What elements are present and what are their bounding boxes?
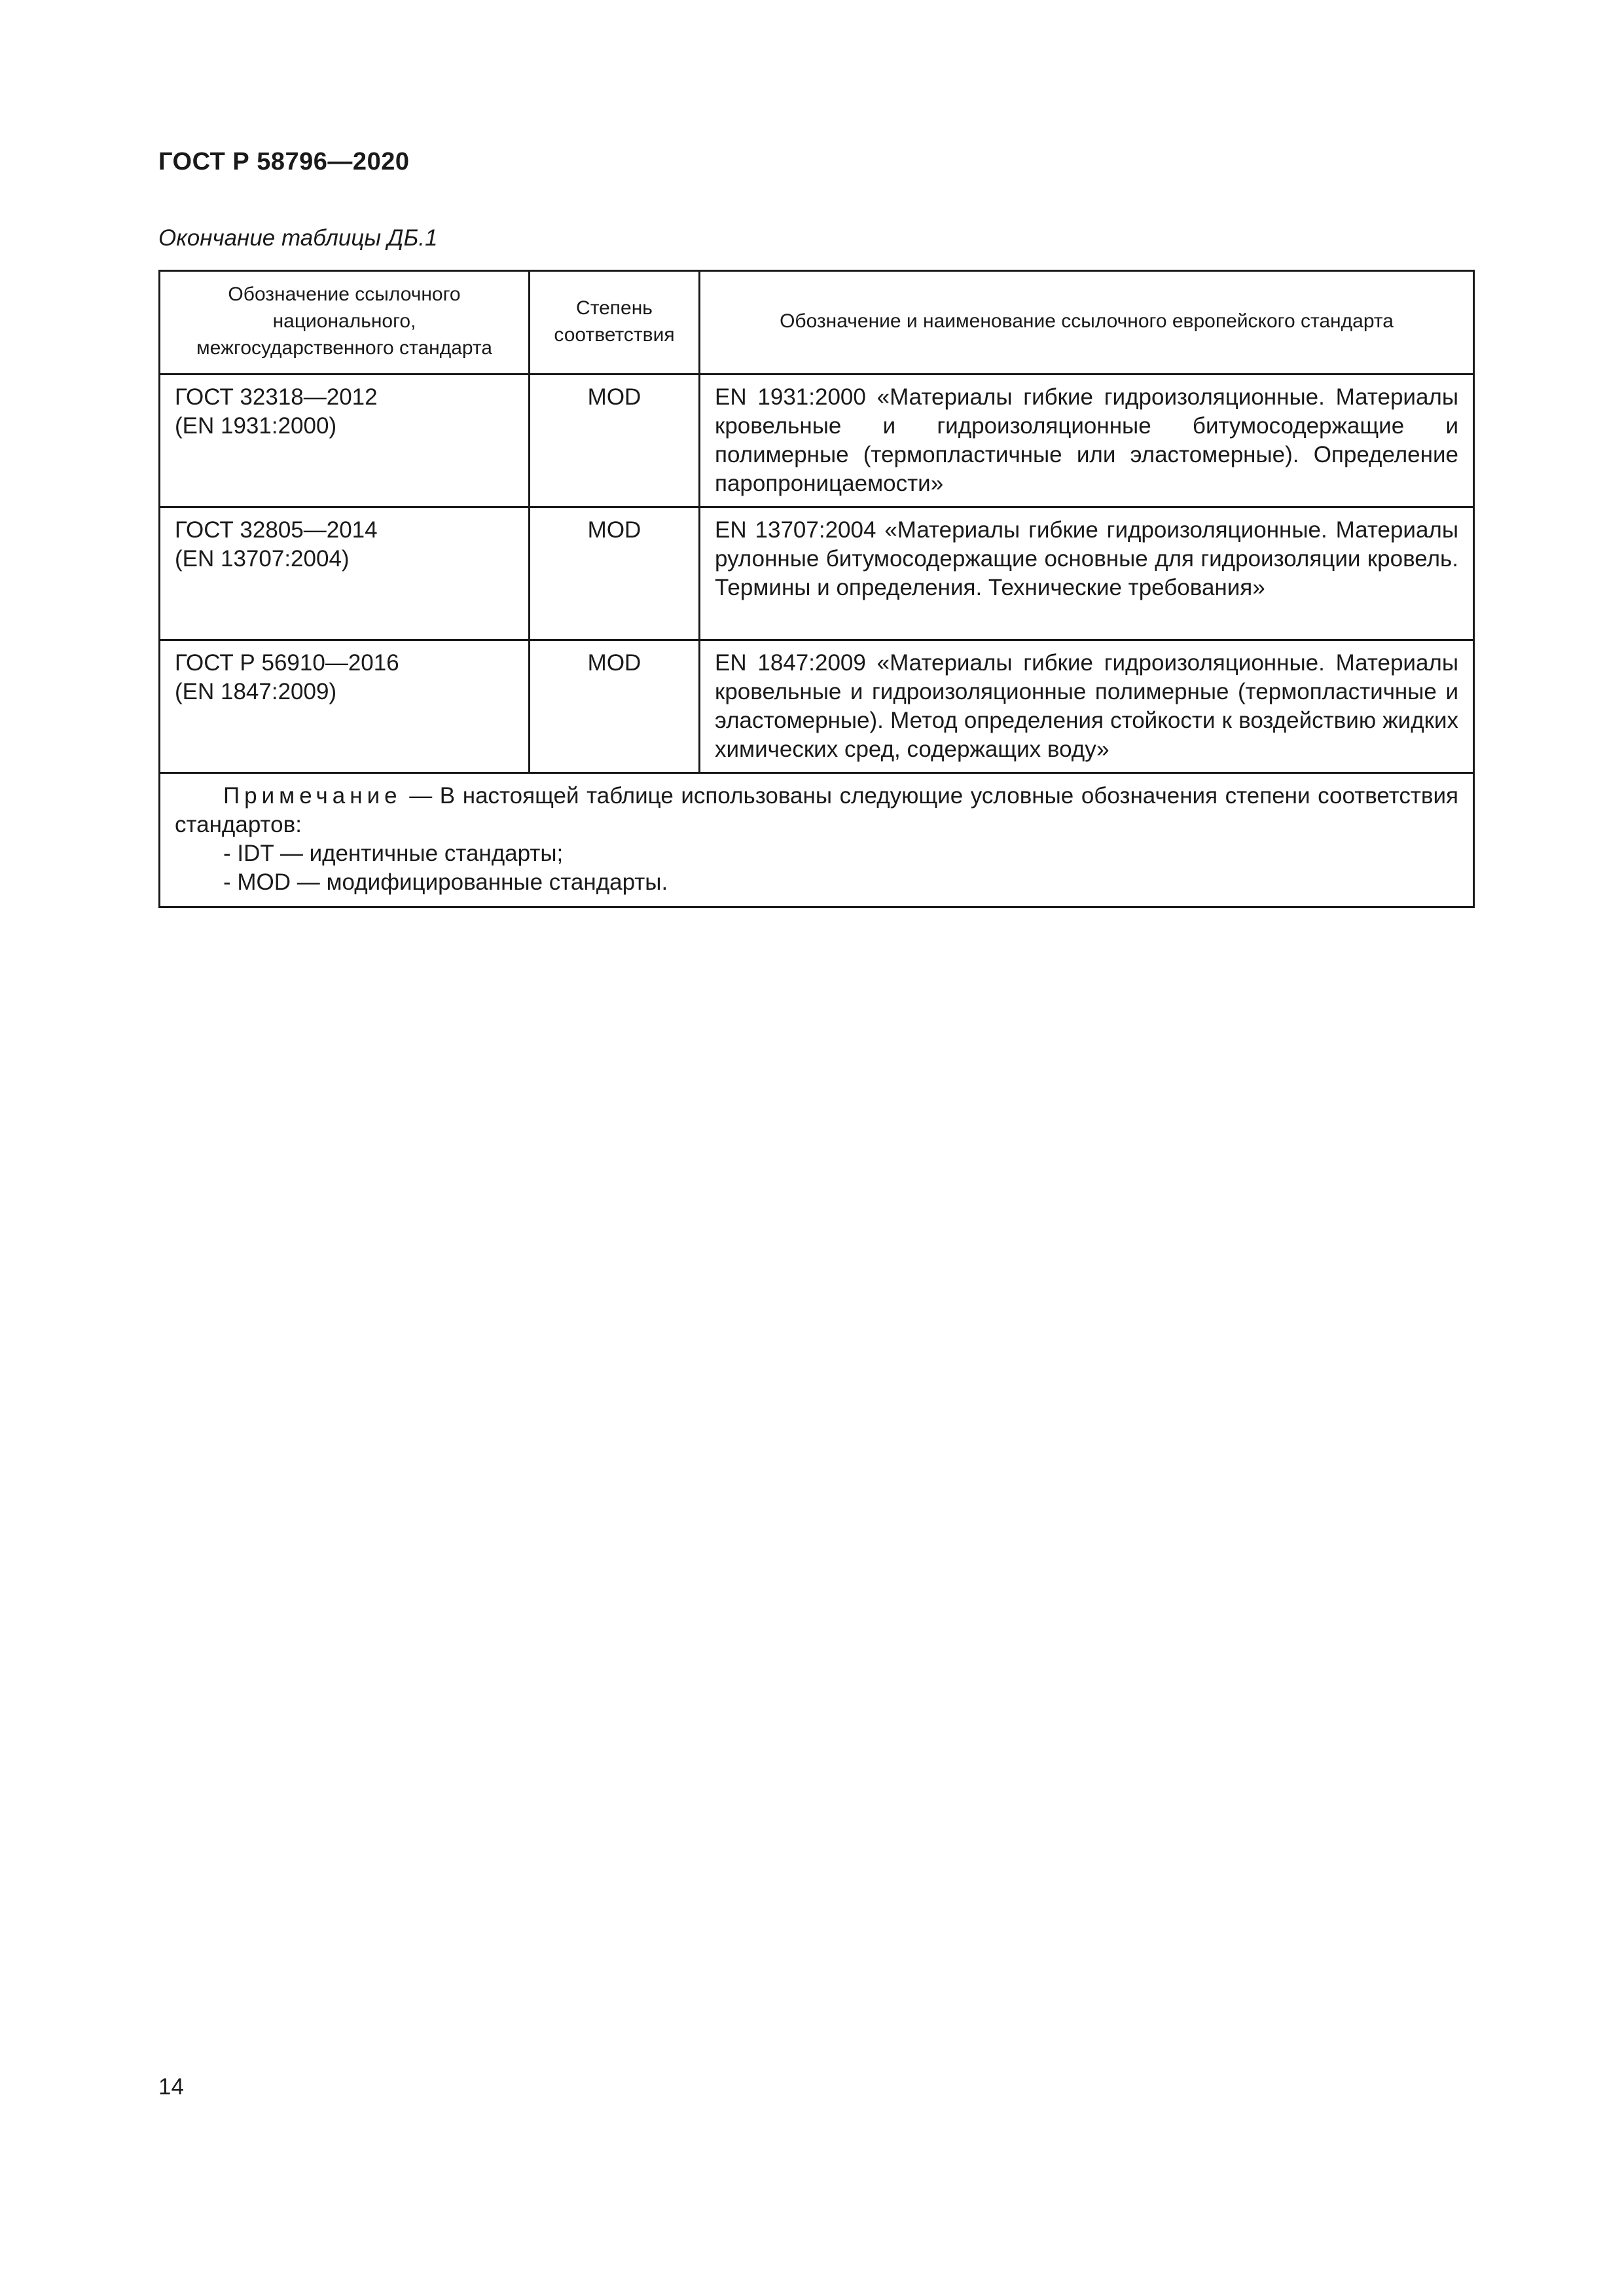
note-text: — В настоящей таблице использованы следующие условные обозначения степени соответствия стандартов: [175,783,1458,837]
note-label: Примечание [223,783,402,809]
table-note [160,773,1474,907]
national-standard-equivalent: (EN 13707:2004) [175,546,350,572]
table-header-row [160,271,1474,371]
table-row [160,374,1474,507]
table-caption: Окончание таблицы ДБ.1 [158,225,438,251]
table-row [160,507,1474,640]
european-standard-cell: EN 13707:2004 «Материалы гибкие гидроизоляционные. Материалы рулонные битумосодержащие основные для гидроизоляции кровель. Термины и определения. Технические требования» [700,507,1474,640]
column-header-national: Обозначение ссылочного национального, межгосударственного стандарта [160,271,530,371]
national-standard-cell [160,507,530,640]
european-standard-cell: EN 1931:2000 «Материалы гибкие гидроизоляционные. Материалы кровельные и гидроизоляционные битумосодержащие и полимерные (термопластичные или эластомерные). Определение паропроницаемости» [700,374,1474,507]
note-item-mod: - MOD — модифицированные стандарты. [223,869,668,895]
table-row [160,640,1474,773]
note-row [160,773,1474,907]
national-standard-code: ГОСТ Р 56910—2016 [175,650,399,676]
degree-cell: MOD [530,507,700,640]
national-standard-cell [160,374,530,507]
national-standard-cell [160,640,530,773]
column-header-degree: Степень соответствия [530,271,700,371]
note-paragraph [175,782,1458,839]
national-standard-code: ГОСТ 32805—2014 [175,517,378,543]
reference-standards-table [158,270,1475,908]
page-number: 14 [158,2074,184,2100]
european-standard-cell: EN 1847:2009 «Материалы гибкие гидроизоляционные. Материалы кровельные и гидроизоляционные полимерные (термопластичные и эластомерные). Метод определения стойкости к воздействию жидких химических сред, содержащих воду» [700,640,1474,773]
national-standard-equivalent: (EN 1847:2009) [175,679,337,704]
note-item-idt: - IDT — идентичные стандарты; [223,841,564,866]
degree-cell: MOD [530,640,700,773]
national-standard-code: ГОСТ 32318—2012 [175,384,378,410]
degree-cell: MOD [530,374,700,507]
national-standard-equivalent: (EN 1931:2000) [175,413,337,439]
column-header-european: Обозначение и наименование ссылочного европейского стандарта [700,271,1474,371]
document-code: ГОСТ Р 58796—2020 [158,148,410,175]
